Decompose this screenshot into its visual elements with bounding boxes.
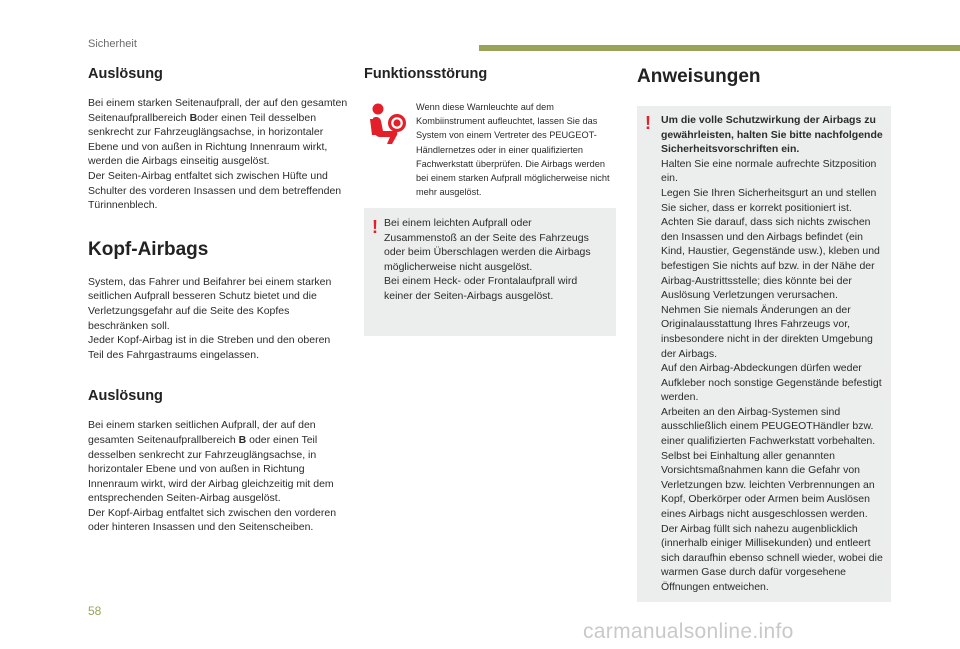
side-impact-notice-text: Bei einem leichten Aufprall oder Zusammenstoß an der Seite des Fahrzeugs oder beim Überschlagen werden die Airbags möglicherweise nicht ausgelöst. Bei einem Heck- oder Frontalaufprall wird keiner der Seiten-Airbags ausgelöst. <box>384 217 591 302</box>
middle-column <box>364 66 616 336</box>
instructions-intro: Um die volle Schutzwirkung der Airbags zu gewährleisten, halten Sie bitte nachfolgende Sicherheitsvorschriften ein. <box>661 114 883 156</box>
warning-light-text: Wenn diese Warnleuchte auf dem Kombiinstrument aufleuchtet, lassen Sie das System von einem Vertreter des PEUGEOT-Händlernetzes oder in einer qualifizierten Fachwerkstatt überprüfen. Die Airbags werden bei einem starken Aufprall möglicherweise nicht mehr ausgelöst. <box>416 102 610 198</box>
right-column <box>637 66 891 602</box>
curtain-deploy-text-a: Bei einem starken seitlichen Aufprall, der auf den gesamten Seitenaufprallbereich <box>88 419 316 446</box>
exclamation-icon-2: ! <box>645 113 651 133</box>
heading-funktionsstoerung: Funktionsstörung <box>364 66 488 82</box>
zone-b-label: B <box>189 111 198 124</box>
watermark: carmanualsonline.info <box>583 620 794 643</box>
exclamation-icon: ! <box>372 217 378 237</box>
heading-ausloesung-curtain: Auslösung <box>88 388 163 405</box>
zone-b-label-2: B <box>238 433 247 446</box>
side-impact-notice <box>364 208 616 336</box>
heading-anweisungen: Anweisungen <box>637 66 761 87</box>
side-airbag-text-b: oder einen Teil desselben senkrecht zur Fahrzeuglängsachse, in horizontaler Ebene und von außen in Richtung Innenraum wirkt, werden die Airbags einseitig ausgelöst. Der Seiten-Airbag entfaltet sich zwischen Hüfte und Schulter des vorderen Insassen und dem betreffenden Türinnenblech. <box>88 111 342 212</box>
page-number: 58 <box>88 604 102 618</box>
curtain-deploy-text-b: oder einen Teil desselben senkrecht zur Fahrzeuglängsachse, in horizontaler Ebene und von außen in Richtung Innenraum wirkt, wird der Airbag gleichzeitig mit dem entsprechenden Seiten-Airbag ausgelöst. Der Kopf-Airbag entfaltet sich zwischen den vorderen oder hinteren Insassen und den Seitenscheiben. <box>88 433 337 534</box>
heading-ausloesung-side: Auslösung <box>88 66 163 82</box>
airbag-warning-icon <box>366 102 410 146</box>
curtain-airbag-paragraph: System, das Fahrer und Beifahrer bei einem starken seitlichen Aufprall besseren Schutz bietet und die Verletzungsgefahr auf die Seite des Kopfes beschränken soll. Jeder Kopf-Airbag ist in die Streben und den oberen Teil des Fahrgastraums eingelassen. <box>88 275 332 361</box>
instructions-text: Halten Sie eine normale aufrechte Sitzposition ein. Legen Sie Ihren Sicherheitsgurt an und stellen Sie sicher, dass er korrekt positioniert ist. Achten Sie darauf, dass sich nichts zwischen den Insassen und den Airbags befindet (ein Kind, Haustier, Gegenstände usw.), kleben und befestigen Sie nichts auf bzw. in der Nähe der Airbag-Austrittsstelle; dies könnte bei der Auslösung Verletzungen verursachen. Nehmen Sie niemals Änderungen an der Originalausstattung Ihres Fahrzeugs vor, insbesondere nicht in der direkten Umgebung der Airbags. Auf den Airbag-Abdeckungen dürfen weder Aufkleber noch sonstige Gegenstände befestigt werden. Arbeiten an den Airbag-Systemen sind ausschließlich einem PEUGEOTHändler bzw. einer qualifizierten Fachwerkstatt vorbehalten. Selbst bei Einhaltung aller genannten Vorsichtsmaßnahmen kann die Gefahr von Verletzungen bzw. leichten Verbrennungen an Kopf, Oberkörper oder Armen beim Auslösen eines Airbags nicht ausgeschlossen werden. Der Airbag füllt sich nahezu augenblicklich (innerhalb einiger Millisekunden) und entleert sich daraufhin ebenso schnell wieder, wobei die warmen Gase durch dafür vorgesehene Öffnungen entweichen. <box>661 157 883 593</box>
warning-light-row <box>364 100 616 208</box>
side-airbag-paragraph <box>88 96 348 213</box>
heading-kopf-airbags: Kopf-Airbags <box>88 238 209 260</box>
header-accent-bar <box>479 45 960 51</box>
curtain-deploy-paragraph <box>88 418 348 535</box>
instructions-notice <box>637 106 891 602</box>
side-airbag-text-a: Bei einem starken Seitenaufprall, der auf den gesamten Seitenaufprallbereich <box>88 97 348 124</box>
left-column <box>88 66 348 535</box>
section-label: Sicherheit <box>88 38 137 50</box>
